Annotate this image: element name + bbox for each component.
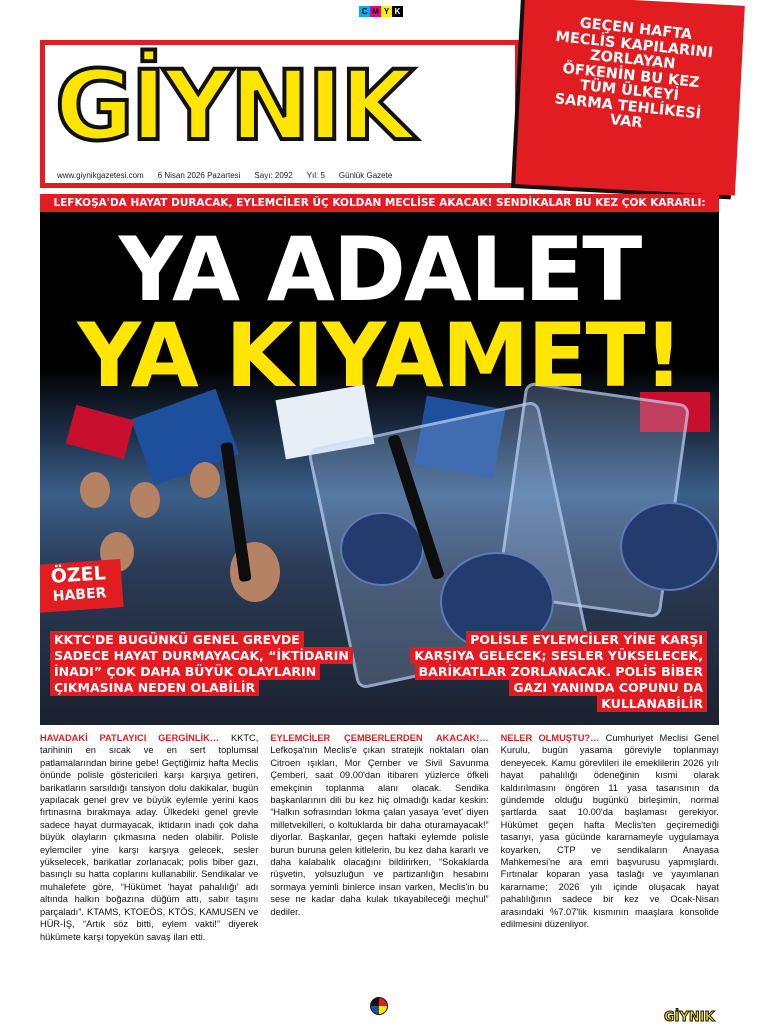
footer-logo: GİYNIK [664, 1010, 715, 1025]
headline-line-2: YA KIYAMET! [77, 304, 682, 407]
highlight-left-text: KKTC'DE BUGÜNKÜ GENEL GREVDE SADECE HAYAT DURMAYACAK, “İKTİDARIN İNADI” ÇOK DAHA BÜYÜK OLAYLARIN ÇIKMASINA NEDEN OLABİLİR [50, 631, 353, 696]
special-report-badge [40, 559, 124, 613]
police-baton [220, 442, 251, 582]
highlight-right [407, 632, 707, 712]
newspaper-logo: GİYNIK [55, 50, 412, 162]
masthead-logo-area [45, 45, 515, 183]
masthead-info [57, 171, 517, 180]
issue-year: Yıl: 5 [306, 171, 325, 180]
article-column-1 [40, 732, 258, 1000]
column-body: Lefkoşa'nın Meclis'e çıkan stratejik noktaları olan Citroen ışıkları, Mor Çember ve Sivil Savunma Çemberi, saat 09.00'dan itibaren yüzlerce öfkeli emekçinin toplanma alanı olacak. Sendika başkanlarının dili bu kez hiç olmadığı kadar keskin: “Halkın sofrasından lokma çalan yasaya 'evet' diyen milletvekilleri, o koltuklarda bir daha oturamayacak!” diyorlar. Başkanlar, geçen haftaki eylemde polisle burun buruna gelen kitlelerin, bu kez daha kararlı ve daha kalabalık olacağını bildirirken, “Sokaklarda rüşvetin, yolsuzluğun ve partizanlığın hesabını sormaya yeminli binlerce insan varken, Meclis'in bu sese ne kadar daha kulak tıkayabileceği meçhul” dediler. [270, 745, 489, 917]
column-body: KKTC, tarihinin en sıcak ve en sert toplumsal patlamalarından birine gebe! Geçtiğimiz hafta Meclis önünde polisle göstericileri karşı karşıya getiren, barikatların sarsıldığı tansiyon dolu dakikalar, bugün yapılacak genel grev ve büyük eylemle yerini kaos fırtınasına bırakmaya aday. Ülkedeki genel grevle sadece hayat durmayacak, iktidarın inadı çok daha büyük olayların çıkmasına neden olabilir. Polisle eylemciler yine karşı karşıya gelecek, sesler yükselecek, barikatlar zorlanacak; polis biber gazı, basınçlı su hatta coplarını kullanabilir. Sendikalar ve muhalefete göre, “Hükümet 'hayat pahalılığı' adı altında halkın boğazına düğüm attı, sabır taşını parçaladı”. KTAMS, KTOEÖS, KTÖS, KAMUSEN ve HÜR-İŞ, “Artık söz bitti, eylem vakti!” diyerek hükümete karşı topyekün savaş ilan etti. [40, 733, 259, 942]
main-photo [40, 212, 719, 725]
crowd-person [130, 482, 160, 518]
registration-mark-icon [370, 997, 388, 1015]
column-lead: NELER OLMUŞTU?… [500, 733, 600, 743]
paper-type: Günlük Gazete [338, 171, 393, 180]
flag-shape [66, 405, 134, 459]
column-body: Cumhuriyet Meclisi Genel Kurulu, bugün yasama göreviyle toplanmayı deneyecek. Kamu görevlileri ile emeklilerin 2026 yılı hayat pahalılığı ödeneğinin kısmi olarak kaldırılmasını öngören 11 yasa tasarısının da gündemde olduğu bugünkü birleşimin, normal şartlarda saat 10.00'da başlaması gerekiyor. Hükümet geçen hafta Meclis'ten geçiremediği tasarıyı, yasa gücünde kararnameyle uygulamaya koyarken, CTP ve sendikaların Anayasa Mahkemesi'ne ara emri başvurusu yapmışlardı. Fırtınalar koparan yasa taslağı ve yayımlanan kararname; 2026 yılı içinde oluşacak hayat pahalılığının sadece bir kez ve Ocak-Nisan arasındaki %7.07'lik kısmının maaşlara konsolide edilmesini düzenliyor. [500, 733, 719, 930]
crowd-person [80, 472, 110, 508]
promo-text: GEÇEN HAFTA MECLİS KAPILARINI ZORLAYAN ÖFKENİN BU KEZ TÜM ÜLKEYİ SARMA TEHLİKESİ VAR [553, 15, 714, 132]
highlight-right-text: POLİSLE EYLEMCİLER YİNE KARŞI KARŞIYA GELECEK; SESLER YÜKSELECEK, BARİKATLAR ZORLANACAK. POLİS BİBER GAZI YANINDA COPUNU DA KULLANABİLİR [410, 631, 707, 712]
website-link[interactable]: www.giynikgazetesi.com [57, 171, 144, 180]
article-columns [40, 732, 719, 1000]
promo-box [515, 0, 745, 196]
highlight-left [50, 632, 350, 696]
article-column-2 [270, 732, 488, 1000]
kicker-bar: LEFKOŞA'DA HAYAT DURACAK, EYLEMCİLER ÜÇ KOLDAN MECLİSE AKACAK! SENDİKALAR BU KEZ ÇOK KARARLI: [40, 194, 719, 212]
column-lead: EYLEMCİLER ÇEMBERLERDEN AKACAK!… [270, 733, 489, 743]
column-lead: HAVADAKİ PATLAYICI GERGİNLİK… [40, 733, 220, 743]
special-badge-line-1: ÖZEL [50, 562, 107, 588]
issue-date: 6 Nisan 2026 Pazartesi [157, 171, 241, 180]
special-badge-line-2: HABER [52, 585, 107, 605]
cmyk-registration: C M Y K [359, 6, 403, 17]
police-helmet [620, 502, 719, 591]
issue-number: Sayı: 2092 [254, 171, 293, 180]
article-column-3 [501, 732, 719, 1000]
headline-line-1: YA ADALET [118, 218, 641, 321]
police-helmet [340, 512, 424, 586]
crowd-person [190, 462, 220, 498]
